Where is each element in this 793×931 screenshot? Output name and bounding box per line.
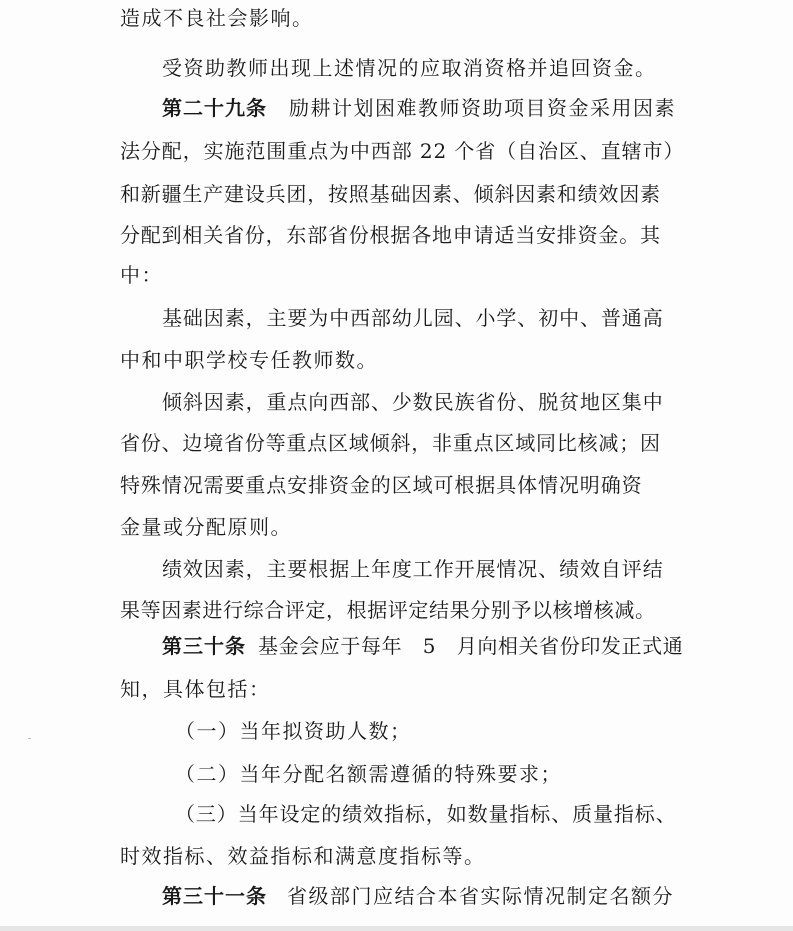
text-line: 受资助教师出现上述情况的应取消资格并追回资金。 bbox=[162, 56, 657, 80]
list-item: （一）当年拟资助人数； bbox=[175, 719, 412, 743]
text-line: 金量或分配原则。 bbox=[120, 515, 292, 539]
article-29-line bbox=[162, 94, 676, 122]
page-bottom-edge bbox=[0, 926, 793, 931]
text-line: 知，具体包括： bbox=[120, 677, 271, 701]
text-line: 省份、边境省份等重点区域倾斜，非重点区域同比核减；因 bbox=[120, 431, 661, 455]
list-item: （三）当年设定的绩效指标，如数量指标、质量指标、 bbox=[175, 802, 677, 826]
text-line: 和新疆生产建设兵团，按照基础因素、倾斜因素和绩效因素 bbox=[120, 182, 661, 206]
text-line: 中： bbox=[120, 263, 163, 287]
text-line: 绩效因素，主要根据上年度工作开展情况、绩效自评结 bbox=[162, 557, 664, 581]
text-fragment: 省级部门应结合本省实际情况制定名额分 bbox=[287, 884, 674, 908]
text-line: 时效指标、效益指标和满意度指标等。 bbox=[120, 844, 486, 868]
text-line: 果等因素进行综合评定，根据评定结果分别予以核增核减。 bbox=[120, 598, 656, 622]
text-line: 造成不良社会影响。 bbox=[120, 6, 314, 30]
text-fragment: 基金会应于每年 5 月向相关省份印发正式通 bbox=[258, 634, 684, 658]
list-item: （二）当年分配名额需遵循的特殊要求； bbox=[175, 762, 562, 786]
text-line: 基础因素，主要为中西部幼儿园、小学、初中、普通高 bbox=[162, 306, 664, 330]
text-line: 倾斜因素，重点向西部、少数民族省份、脱贫地区集中 bbox=[162, 390, 664, 414]
article-30-heading: 第三十条 bbox=[162, 634, 246, 658]
text-line: 中和中职学校专任教师数。 bbox=[120, 348, 378, 372]
text-line: 分配到相关省份，东部省份根据各地申请适当安排资金。其 bbox=[120, 223, 661, 247]
article-31-line bbox=[162, 882, 674, 910]
text-fragment: 励耕计划困难教师资助项目资金采用因素 bbox=[289, 96, 676, 120]
article-31-heading: 第三十一条 bbox=[162, 884, 267, 908]
text-line: 特殊情况需要重点安排资金的区域可根据具体情况明确资 bbox=[120, 473, 643, 497]
article-30-line bbox=[162, 632, 683, 660]
text-line: 法分配，实施范围重点为中西部 22 个省（自治区、直辖市） bbox=[120, 139, 685, 163]
article-29-heading: 第二十九条 bbox=[162, 96, 267, 120]
scan-speck bbox=[28, 738, 31, 739]
